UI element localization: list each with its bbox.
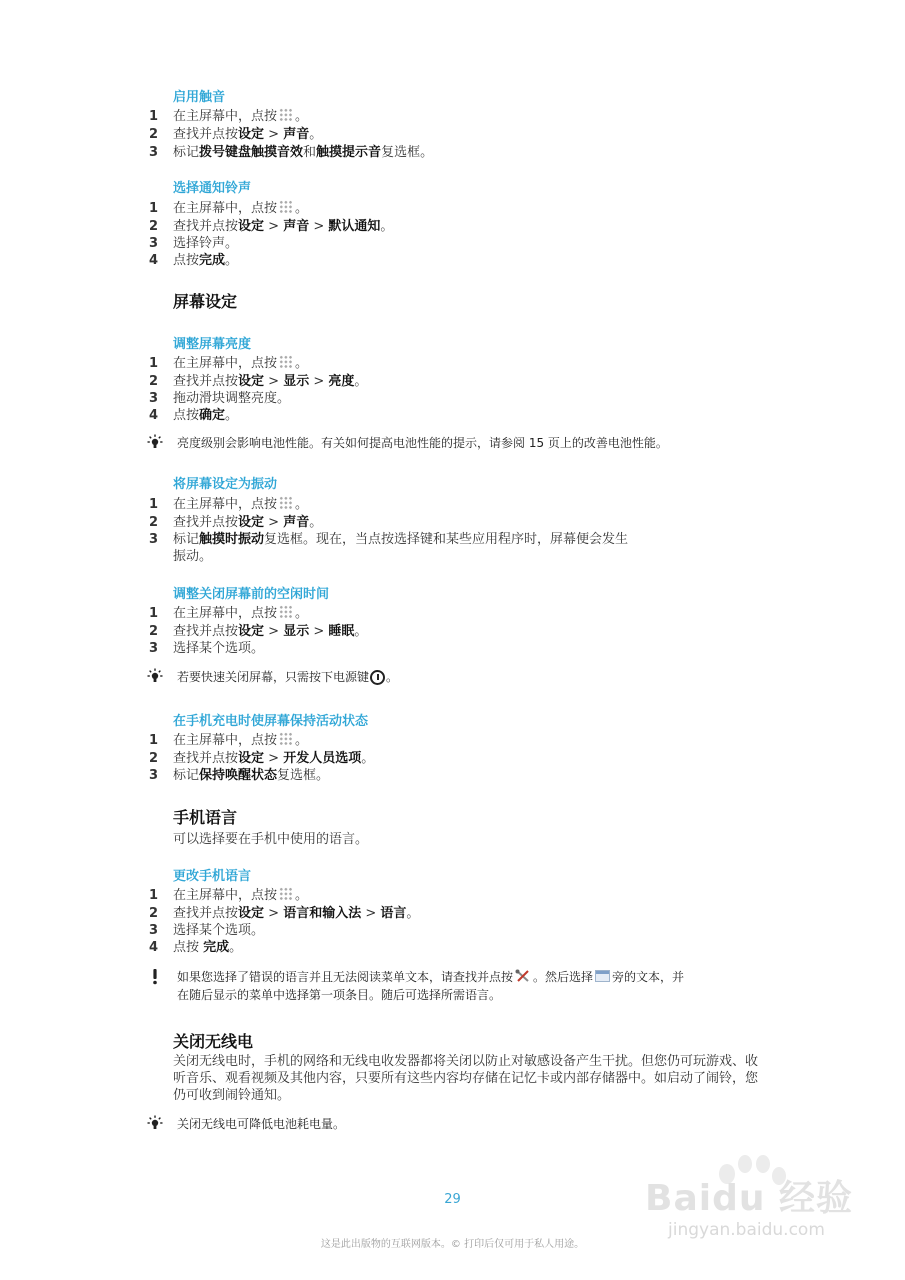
- step-text: 。: [225, 408, 239, 423]
- step-text: 查找并点按: [173, 374, 239, 389]
- step-text: 查找并点按: [173, 515, 239, 530]
- heading-phone-language: 手机语言: [173, 808, 238, 827]
- warning-text: 。然后选择: [533, 970, 594, 984]
- menu-item-name: 完成: [199, 253, 226, 268]
- separator: >: [264, 219, 284, 234]
- menu-item-name: 开发人员选项: [283, 751, 362, 766]
- step-number: 2: [149, 374, 159, 389]
- menu-item-name: 保持唤醒状态: [199, 768, 278, 783]
- menu-item-name: 设定: [238, 127, 265, 142]
- section-title-change-language: 更改手机语言: [173, 869, 252, 884]
- menu-item-name: 设定: [238, 374, 265, 389]
- step-number: 4: [149, 940, 159, 955]
- menu-item-name: 触摸提示音: [316, 145, 382, 160]
- step-text: 在主屏幕中，点按: [173, 497, 278, 512]
- menu-item-name: 设定: [238, 906, 265, 921]
- step-number: 3: [149, 145, 159, 160]
- warning-text: 如果您选择了错误的语言并且无法阅读菜单文本，请查找并点按: [177, 970, 514, 984]
- step-number: 1: [149, 497, 159, 512]
- menu-item-name: 声音: [283, 219, 310, 234]
- step-text: 在主屏幕中，点按: [173, 888, 278, 903]
- step-text: 。: [229, 940, 243, 955]
- footer-notice: 这是此出版物的互联网版本。© 打印后仅可用于私人用途。: [320, 1239, 585, 1250]
- step-text: 在主屏幕中，点按: [173, 356, 278, 371]
- step-text: 。: [309, 127, 323, 142]
- step-continuation: 振动。: [173, 549, 213, 564]
- step-number: 3: [149, 641, 159, 656]
- step-number: 1: [149, 606, 159, 621]
- warning-icon: [146, 968, 164, 986]
- step-text: 。: [295, 888, 309, 903]
- menu-item-name: 语言和输入法: [283, 906, 362, 921]
- step-number: 4: [149, 408, 159, 423]
- section-title-vibrate: 将屏幕设定为振动: [173, 477, 278, 492]
- menu-item-name: 声音: [283, 515, 310, 530]
- step-text: 。: [295, 733, 309, 748]
- menu-item-name: 亮度: [328, 374, 355, 389]
- menu-item-name: 触摸时振动: [199, 532, 265, 547]
- step-text: 查找并点按: [173, 624, 239, 639]
- step-number: 3: [149, 236, 159, 251]
- step-text: 。: [406, 906, 420, 921]
- apps-icon: [279, 887, 293, 901]
- tools-icon: [515, 969, 531, 983]
- step-number: 2: [149, 515, 159, 530]
- step-text: 查找并点按: [173, 127, 239, 142]
- separator: >: [309, 219, 329, 234]
- step-text: 在主屏幕中，点按: [173, 109, 278, 124]
- section-title-touch-sound: 启用触音: [173, 90, 226, 105]
- menu-item-name: 设定: [238, 515, 265, 530]
- menu-item-name: 睡眠: [328, 624, 355, 639]
- watermark-logo-text: Baidu 经验: [645, 1178, 854, 1219]
- step-number: 4: [149, 253, 159, 268]
- lightbulb-icon: [146, 668, 164, 686]
- step-text: 选择某个选项。: [173, 923, 265, 938]
- step-text: 点按: [173, 408, 200, 423]
- separator: >: [264, 374, 284, 389]
- menu-item-name: 声音: [283, 127, 310, 142]
- step-number: 3: [149, 391, 159, 406]
- step-number: 1: [149, 109, 159, 124]
- tip-text: 关闭无线电可降低电池耗电量。: [177, 1117, 346, 1131]
- separator: >: [264, 515, 284, 530]
- tip-text: 亮度级别会影响电池性能。有关如何提高电池性能的提示，请参阅 15 页上的改善电池性能。: [177, 436, 668, 450]
- step-text: 。: [295, 606, 309, 621]
- step-text: 选择铃声。: [173, 236, 239, 251]
- step-number: 1: [149, 733, 159, 748]
- separator: >: [309, 374, 329, 389]
- document-icon: [595, 970, 610, 982]
- step-text: 复选框。现在，当点按选择键和某些应用程序时，屏幕便会发生: [264, 532, 629, 547]
- step-number: 1: [149, 356, 159, 371]
- step-text: 点按: [173, 940, 204, 955]
- apps-icon: [279, 355, 293, 369]
- tip-text: 若要快速关闭屏幕，只需按下电源键: [177, 670, 370, 684]
- step-number: 3: [149, 768, 159, 783]
- separator: >: [264, 906, 284, 921]
- menu-item-name: 显示: [283, 624, 310, 639]
- step-number: 2: [149, 127, 159, 142]
- step-text: 拖动滑块调整亮度。: [173, 391, 291, 406]
- step-text: 复选框。: [277, 768, 330, 783]
- step-text: 复选框。: [381, 145, 434, 160]
- apps-icon: [279, 200, 293, 214]
- step-text: 查找并点按: [173, 906, 239, 921]
- step-text: 。: [361, 751, 375, 766]
- step-text: 在主屏幕中，点按: [173, 606, 278, 621]
- step-number: 2: [149, 906, 159, 921]
- separator: >: [309, 624, 329, 639]
- menu-item-name: 确定: [199, 408, 226, 423]
- menu-item-name: 设定: [238, 624, 265, 639]
- tip-text: 。: [386, 670, 399, 684]
- step-number: 3: [149, 923, 159, 938]
- menu-item-name: 设定: [238, 751, 265, 766]
- step-text: 点按: [173, 253, 200, 268]
- step-text: 。: [309, 515, 323, 530]
- apps-icon: [279, 108, 293, 122]
- step-text: 和: [303, 145, 317, 160]
- step-text: 查找并点按: [173, 219, 239, 234]
- step-text: 在主屏幕中，点按: [173, 201, 278, 216]
- step-text: 选择某个选项。: [173, 641, 265, 656]
- menu-item-name: 语言: [380, 906, 407, 921]
- menu-item-name: 默认通知: [328, 219, 381, 234]
- step-text: 。: [295, 497, 309, 512]
- warning-text: 在随后显示的菜单中选择第一项条目。随后可选择所需语言。: [177, 988, 502, 1002]
- step-number: 2: [149, 751, 159, 766]
- step-number: 1: [149, 201, 159, 216]
- step-number: 1: [149, 888, 159, 903]
- power-icon: [370, 670, 385, 685]
- step-text: 。: [295, 109, 309, 124]
- step-text: 。: [225, 253, 239, 268]
- step-number: 2: [149, 624, 159, 639]
- heading-screen-settings: 屏幕设定: [173, 292, 238, 311]
- step-text: 。: [354, 624, 368, 639]
- section-title-sleep: 调整关闭屏幕前的空闲时间: [173, 587, 330, 602]
- step-number: 3: [149, 532, 159, 547]
- menu-item-name: 完成: [203, 940, 230, 955]
- lightbulb-icon: [146, 434, 164, 452]
- menu-item-name: 显示: [283, 374, 310, 389]
- menu-item-name: 拨号键盘触摸音效: [199, 145, 304, 160]
- step-text: 标记: [173, 532, 200, 547]
- lightbulb-icon: [146, 1115, 164, 1133]
- apps-icon: [279, 496, 293, 510]
- step-text: 。: [295, 201, 309, 216]
- paragraph: 关闭无线电时，手机的网络和无线电收发器都将关闭以防止对敏感设备产生干扰。但您仍可玩游戏、收听音乐、观看视频及其他内容，只要所有这些内容均存储在记忆卡或内部存储器中。如启动了闹铃，您仍可收到闹铃通知。: [173, 1054, 759, 1103]
- separator: >: [264, 624, 284, 639]
- section-title-brightness: 调整屏幕亮度: [173, 337, 252, 352]
- separator: >: [361, 906, 381, 921]
- step-text: 查找并点按: [173, 751, 239, 766]
- page-number: 29: [444, 1192, 461, 1207]
- menu-item-name: 设定: [238, 219, 265, 234]
- separator: >: [264, 751, 284, 766]
- apps-icon: [279, 732, 293, 746]
- apps-icon: [279, 605, 293, 619]
- heading-radio-off: 关闭无线电: [173, 1032, 254, 1051]
- step-number: 2: [149, 219, 159, 234]
- step-text: 。: [380, 219, 394, 234]
- step-text: 在主屏幕中，点按: [173, 733, 278, 748]
- step-text: 。: [295, 356, 309, 371]
- watermark-url: jingyan.baidu.com: [668, 1220, 825, 1240]
- paragraph: 可以选择要在手机中使用的语言。: [173, 832, 369, 847]
- separator: >: [264, 127, 284, 142]
- step-text: 。: [354, 374, 368, 389]
- section-title-notify-ringtone: 选择通知铃声: [173, 181, 252, 196]
- step-text: 标记: [173, 145, 200, 160]
- warning-text: 旁的文本，并: [612, 970, 685, 984]
- step-text: 标记: [173, 768, 200, 783]
- section-title-stay-awake: 在手机充电时使屏幕保持活动状态: [173, 714, 369, 729]
